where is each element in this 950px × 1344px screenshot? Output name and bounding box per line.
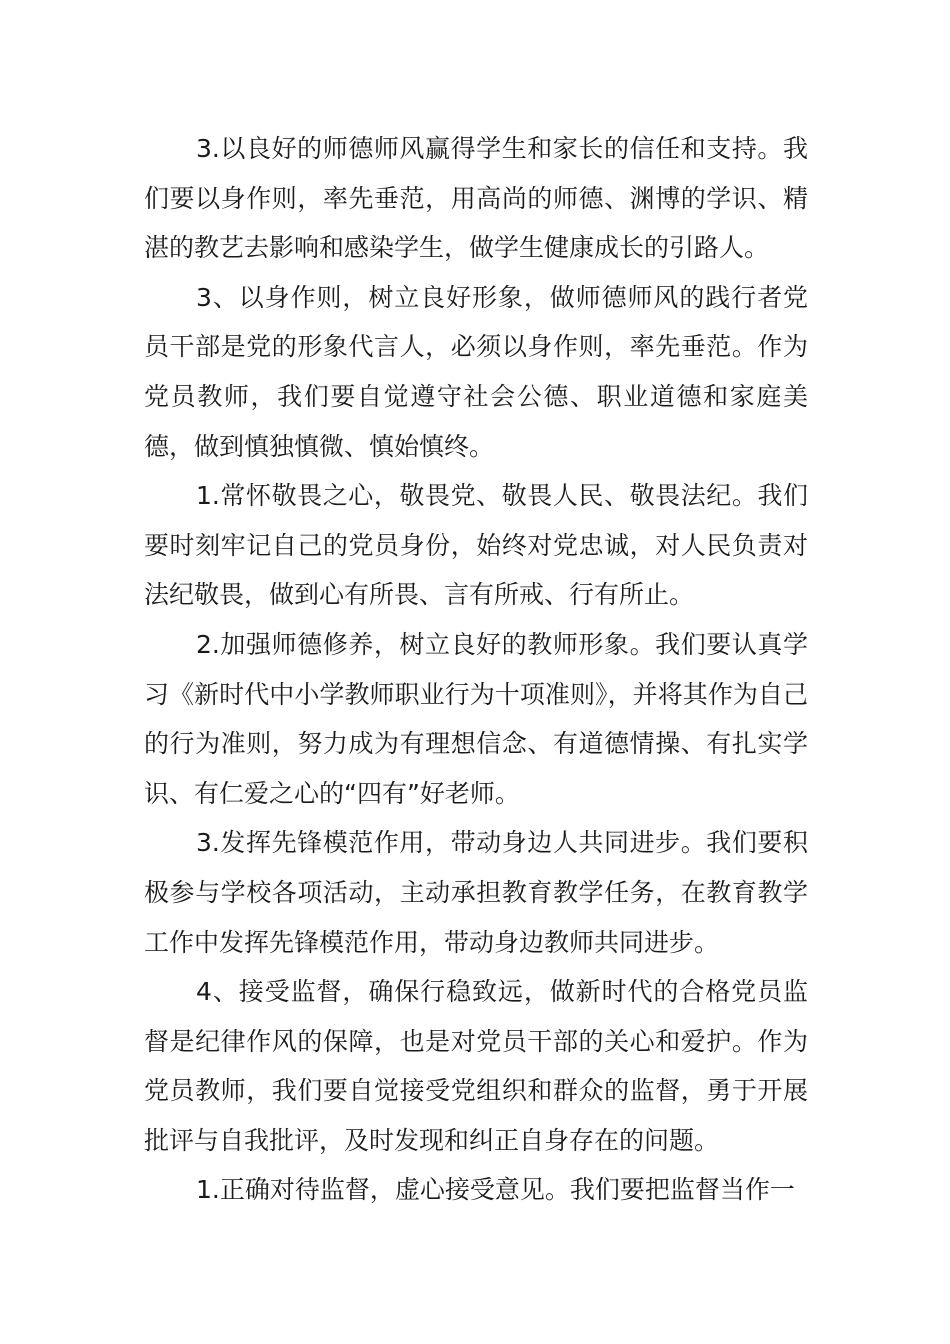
- paragraph-6: 4、接受监督，确保行稳致远，做新时代的合格党员监督是纪律作风的保障，也是对党员干部的关心和爱护。作为党员教师，我们要自觉接受党组织和群众的监督，勇于开展批评与自我批评，及时发现和纠正自身存在的问题。: [144, 977, 808, 1155]
- paragraph-4: 2.加强师德修养，树立良好的教师形象。我们要认真学习《新时代中小学教师职业行为十项准则》，并将其作为自己的行为准则，努力成为有理想信念、有道德情操、有扎实学识、有仁爱之心的“四有”好老师。: [144, 629, 808, 808]
- paragraph-5: 3.发挥先锋模范作用，带动身边人共同进步。我们要积极参与学校各项活动，主动承担教育教学任务，在教育教学工作中发挥先锋模范作用，带动身边教师共同进步。: [144, 828, 808, 957]
- paragraph-3: 1.常怀敬畏之心，敬畏党、敬畏人民、敬畏法纪。我们要时刻牢记自己的党员身份，始终对党忠诚，对人民负责对法纪敬畏，做到心有所畏、言有所戒、行有所止。: [144, 481, 808, 610]
- paragraph-1: 3.以良好的师德师风赢得学生和家长的信任和支持。我们要以身作则，率先垂范，用高尚的师德、渊博的学识、精湛的教艺去影响和感染学生，做学生健康成长的引路人。: [144, 134, 808, 263]
- document-body: [144, 124, 808, 1215]
- paragraph-2: 3、以身作则，树立良好形象，做师德师风的践行者党员干部是党的形象代言人，必须以身作则，率先垂范。作为党员教师，我们要自觉遵守社会公德、职业道德和家庭美德，做到慎独慎微、慎始慎终。: [144, 282, 808, 461]
- paragraph-7: 1.正确对待监督，虚心接受意见。我们要把监督当作一: [196, 1175, 795, 1205]
